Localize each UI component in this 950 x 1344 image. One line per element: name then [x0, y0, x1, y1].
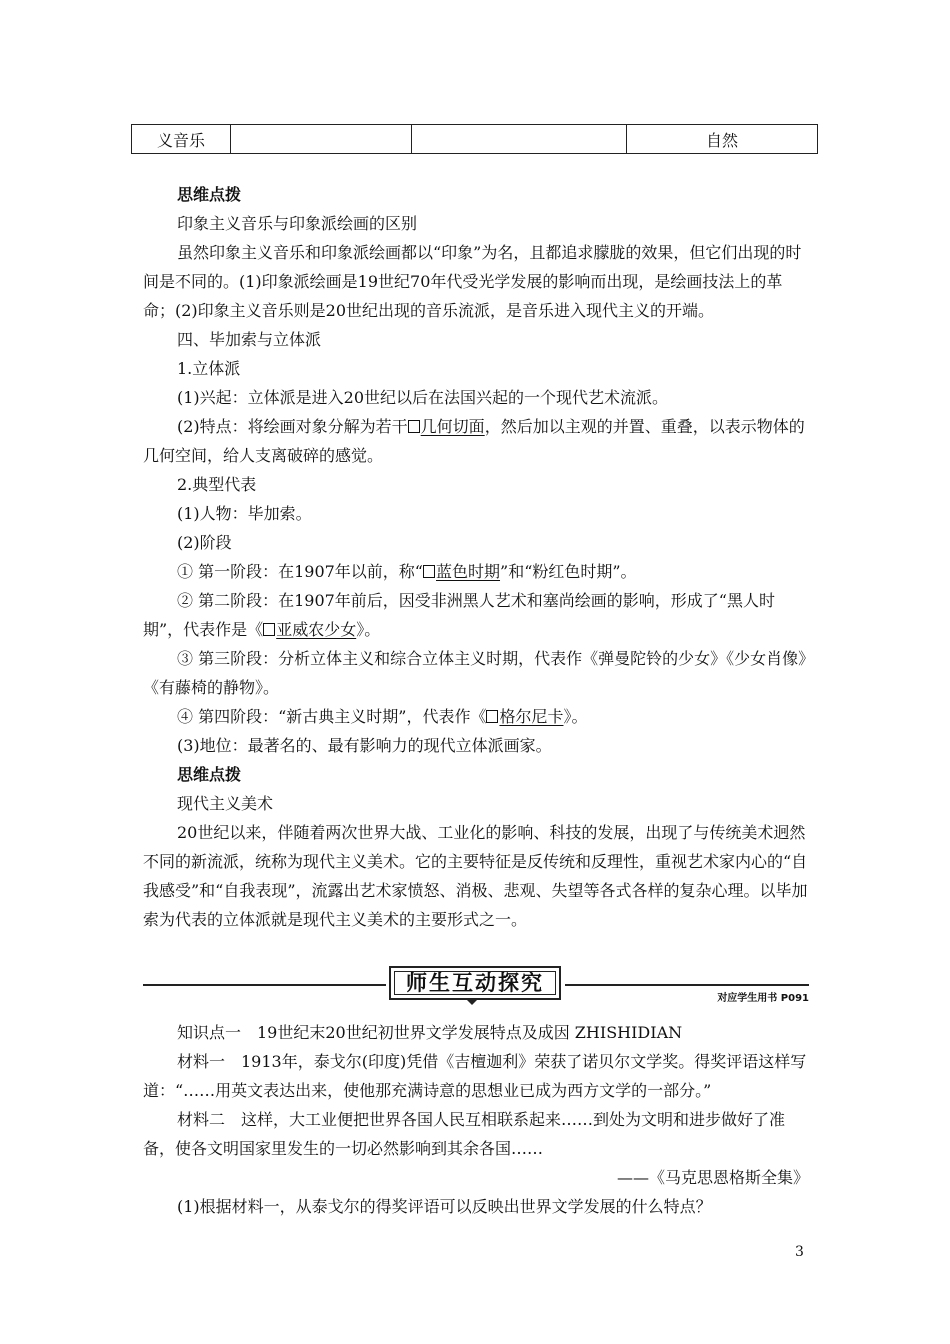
stage-text: 》。: [356, 620, 381, 639]
table-fragment: [131, 124, 818, 154]
question-1: (1)根据材料一，从泰戈尔的得奖评语可以反映出世界文学发展的什么特点？: [177, 1197, 712, 1216]
stages-heading: (2)阶段: [177, 533, 232, 552]
stage-text: ”和“粉红色时期”。: [500, 562, 637, 581]
tip-heading: 思维点拨: [177, 765, 242, 784]
pointer-arrow-icon: [465, 998, 479, 1005]
feature-text: (2)特点：将绘画对象分解为若干: [177, 417, 408, 436]
table-cell: [231, 125, 412, 154]
cubism-feature: [143, 412, 809, 470]
picasso-status: (3)地位：最著名的、最有影响力的现代立体派画家。: [177, 736, 552, 755]
blank-box-icon: [263, 623, 275, 636]
inquiry-content: [143, 1018, 809, 1221]
person: (1)人物：毕加索。: [177, 504, 312, 523]
material-2: 材料二 这样，大工业便把世界各国人民互相联系起来……到处为文明和进步做好了准备，使各文明国家里发生的一切必然影响到其余各国……: [143, 1110, 786, 1158]
knowledge-point: 知识点一 19世纪末20世纪初世界文学发展特点及成因 ZHISHIDIAN: [177, 1023, 683, 1042]
subheading-cubism: 1.立体派: [177, 359, 241, 378]
blank-box-icon: [408, 420, 420, 433]
main-content: [143, 180, 809, 934]
stage-text: ④ 第四阶段：“新古典主义时期”，代表作《: [177, 707, 487, 726]
fill-blank-answer: [263, 620, 356, 639]
blank-box-icon: [486, 710, 498, 723]
answer-text: 格尔尼卡: [499, 707, 564, 726]
answer-text: 几何切面: [420, 417, 485, 436]
tip-body: 20世纪以来，伴随着两次世界大战、工业化的影响、科技的发展，出现了与传统美术迥然不同的新流派，统称为现代主义美术。它的主要特征是反传统和反理性，重视艺术家内心的“自我感受”和“自我表现”，流露出艺术家愤怒、消极、悲观、失望等各式各样的复杂心理。以毕加索为代表的立体派就是现代主义美术的主要形式之一。: [143, 823, 808, 929]
table-cell: 自然: [627, 125, 818, 154]
stage-text: ② 第二阶段：在1907年前后，因受非洲黑人艺术和塞尚绘画的影响，形成了“黑人时期”，代表作是《: [143, 591, 775, 639]
material-source: ——《马克思恩格斯全集》: [616, 1168, 809, 1187]
stage-1: [143, 557, 809, 586]
cubism-rise: (1)兴起：立体派是进入20世纪以后在法国兴起的一个现代艺术流派。: [177, 388, 669, 407]
stage-text: ① 第一阶段：在1907年以前，称“: [177, 562, 423, 581]
section-banner: [143, 964, 809, 1006]
tip-heading: 思维点拨: [177, 185, 242, 204]
stage-4: [143, 702, 809, 731]
stage-2: [143, 586, 809, 644]
fill-blank-answer: [423, 562, 500, 581]
table-row: [132, 125, 818, 154]
table-cell: [412, 125, 627, 154]
answer-text: 亚威农少女: [276, 620, 357, 639]
divider: [143, 984, 386, 986]
page-number: 3: [795, 1244, 804, 1260]
tip-title: 现代主义美术: [177, 794, 274, 813]
divider: [565, 984, 809, 986]
feature-text: ，然后加以主观的并置、重叠，以表示物体的几何空间，给人支离破碎的感觉。: [143, 417, 805, 465]
material-1: 材料一 1913年，泰戈尔(印度)凭借《吉檀迦利》荣获了诺贝尔文学奖。得奖评语这样写道：“……用英文表达出来，使他那充满诗意的思想业已成为西方文学的一部分。”: [143, 1052, 807, 1100]
table-cell: 义音乐: [132, 125, 231, 154]
banner-title: 师生互动探究: [389, 966, 561, 1000]
blank-box-icon: [423, 565, 435, 578]
stage-3: ③ 第三阶段：分析立体主义和综合立体主义时期，代表作《弹曼陀铃的少女》《少女肖像》《有藤椅的静物》。: [143, 649, 807, 697]
tip-title: 印象主义音乐与印象派绘画的区别: [177, 214, 418, 233]
stage-text: 》。: [563, 707, 588, 726]
subheading-representative: 2.典型代表: [177, 475, 257, 494]
book-reference: 对应学生用书 P091: [717, 993, 809, 1004]
answer-text: 蓝色时期: [436, 562, 501, 581]
fill-blank-answer: [486, 707, 563, 726]
tip-body: 虽然印象主义音乐和印象派绘画都以“印象”为名，且都追求朦胧的效果，但它们出现的时间是不同的。(1)印象派绘画是19世纪70年代受光学发展的影响而出现，是绘画技法上的革命；(2)印象主义音乐则是20世纪出现的音乐流派，是音乐进入现代主义的开端。: [143, 243, 802, 320]
fill-blank-answer: [408, 417, 485, 436]
section-heading: 四、毕加索与立体派: [177, 330, 322, 349]
